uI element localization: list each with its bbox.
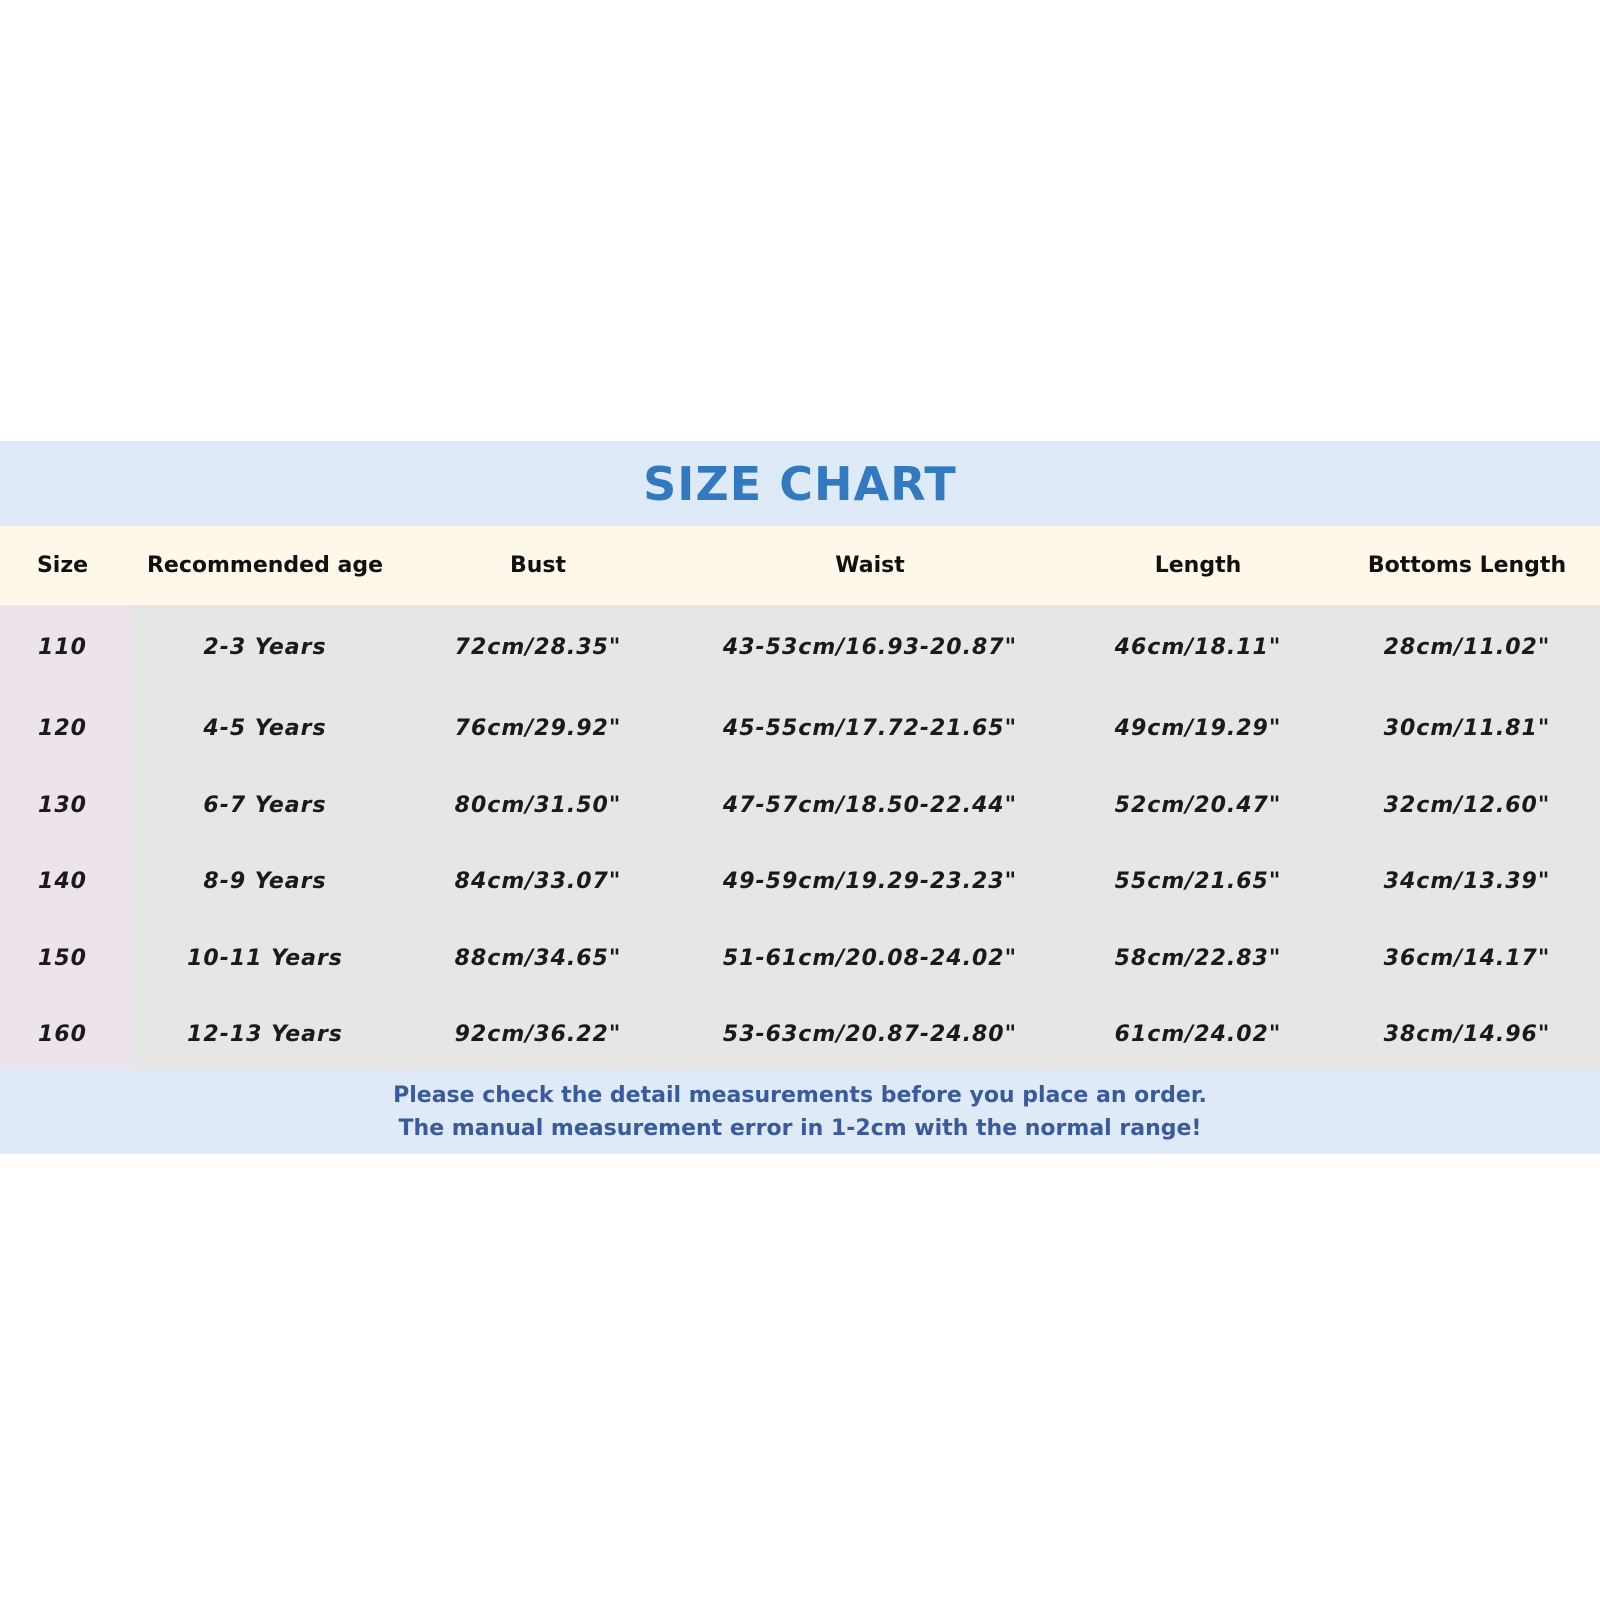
cell-size: 110 [38,634,87,660]
cell-size: 120 [38,715,87,741]
cell-length: 52cm/20.47" [1114,792,1282,818]
cell-size: 130 [38,792,87,818]
header-size: Size [36,553,89,578]
table-header [0,526,1600,605]
cell-bust: 72cm/28.35" [454,634,622,660]
size-column-background [0,605,132,1069]
cell-size: 140 [38,868,87,894]
cell-bottoms-length: 36cm/14.17" [1383,945,1551,971]
size-chart [0,441,1600,1154]
cell-waist: 53-63cm/20.87-24.80" [722,1021,1018,1047]
cell-length: 58cm/22.83" [1114,945,1282,971]
header-length: Length [1154,553,1242,578]
note-line-2: The manual measurement error in 1-2cm with the normal range! [398,1115,1202,1141]
notes-band [0,1069,1600,1154]
cell-bust: 80cm/31.50" [454,792,622,818]
cell-size: 150 [38,945,87,971]
table-row [0,708,1600,748]
cell-bottoms-length: 28cm/11.02" [1383,634,1551,660]
cell-bottoms-length: 34cm/13.39" [1383,868,1551,894]
header-waist: Waist [835,553,905,578]
cell-age: 12-13 Years [187,1021,343,1047]
cell-length: 49cm/19.29" [1114,715,1282,741]
header-bottoms-length: Bottoms Length [1367,553,1567,578]
cell-size: 160 [38,1021,87,1047]
cell-waist: 47-57cm/18.50-22.44" [722,792,1018,818]
table-row [0,1014,1600,1054]
cell-length: 55cm/21.65" [1114,868,1282,894]
cell-bust: 76cm/29.92" [454,715,622,741]
cell-bust: 92cm/36.22" [454,1021,622,1047]
cell-bottoms-length: 32cm/12.60" [1383,792,1551,818]
cell-age: 2-3 Years [203,634,327,660]
table-row [0,627,1600,667]
cell-length: 46cm/18.11" [1114,634,1282,660]
table-row [0,938,1600,978]
cell-age: 10-11 Years [187,945,343,971]
cell-bust: 88cm/34.65" [454,945,622,971]
cell-waist: 51-61cm/20.08-24.02" [722,945,1018,971]
title-band [0,441,1600,526]
cell-waist: 45-55cm/17.72-21.65" [722,715,1018,741]
cell-bust: 84cm/33.07" [454,868,622,894]
note-line-1: Please check the detail measurements before you place an order. [393,1082,1207,1108]
table-row [0,785,1600,825]
cell-waist: 43-53cm/16.93-20.87" [722,634,1018,660]
chart-title: SIZE CHART [643,456,957,511]
cell-age: 6-7 Years [203,792,327,818]
cell-age: 8-9 Years [203,868,327,894]
cell-waist: 49-59cm/19.29-23.23" [722,868,1018,894]
table-row [0,861,1600,901]
table-body [0,605,1600,1069]
cell-length: 61cm/24.02" [1114,1021,1282,1047]
cell-bottoms-length: 30cm/11.81" [1383,715,1551,741]
cell-age: 4-5 Years [203,715,327,741]
header-bust: Bust [509,553,567,578]
header-recommended-age: Recommended age [146,553,384,578]
cell-bottoms-length: 38cm/14.96" [1383,1021,1551,1047]
